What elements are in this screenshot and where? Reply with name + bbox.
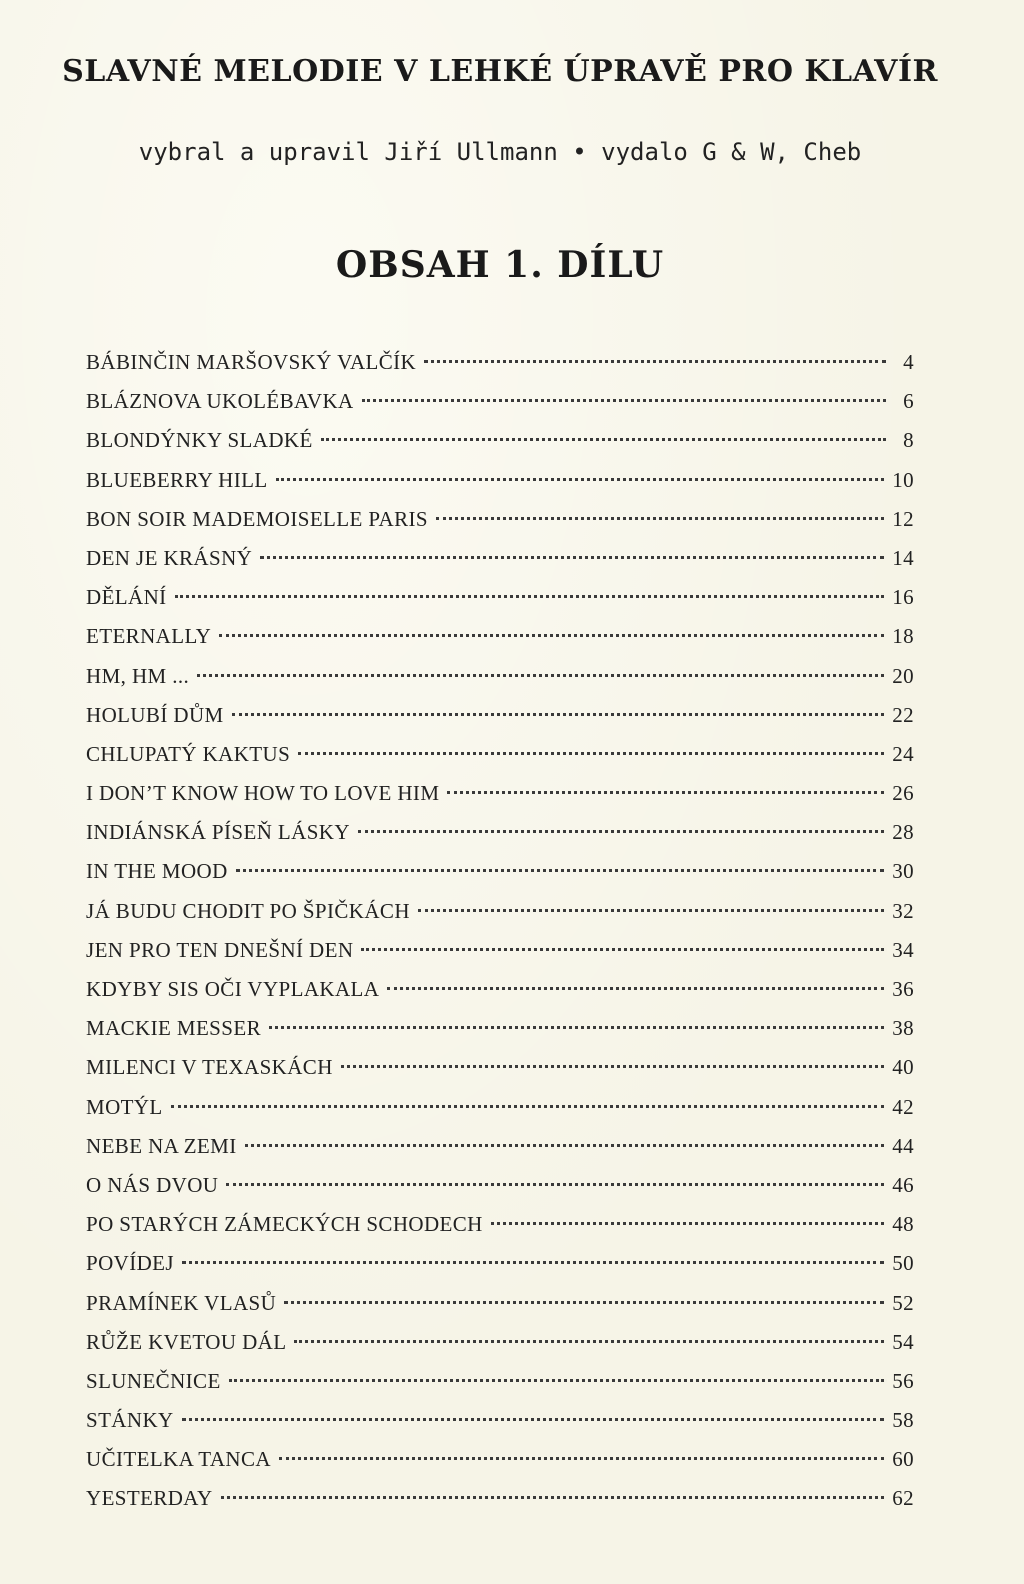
toc-entry-title: MOTÝL xyxy=(86,1094,163,1119)
toc-entry xyxy=(86,977,914,1016)
toc-entry-title: O NÁS DVOU xyxy=(86,1172,219,1197)
toc-entry-page: 10 xyxy=(892,467,914,492)
dot-leader xyxy=(171,1105,885,1108)
dot-leader xyxy=(260,556,884,559)
toc-entry-page: 60 xyxy=(892,1447,914,1472)
toc-entry xyxy=(86,1447,914,1486)
toc-entry-title: MACKIE MESSER xyxy=(86,1016,261,1041)
toc-entry-page: 28 xyxy=(892,820,914,845)
toc-entry-title: CHLUPATÝ KAKTUS xyxy=(86,741,291,766)
dot-leader xyxy=(197,674,884,677)
dot-leader xyxy=(387,987,884,990)
toc-entry-title: ETERNALLY xyxy=(86,624,212,649)
book-title: SLAVNÉ MELODIE V LEHKÉ ÚPRAVĚ PRO KLAVÍR xyxy=(62,54,938,89)
toc-entry-page: 36 xyxy=(892,977,914,1001)
toc-entry-page: 32 xyxy=(892,898,914,923)
toc-entry xyxy=(86,1095,914,1134)
toc-entry-page: 42 xyxy=(892,1094,914,1119)
toc-entry xyxy=(86,899,914,938)
toc-entry xyxy=(86,468,914,507)
dot-leader xyxy=(294,1340,884,1343)
toc-entry-title: HM, HM ... xyxy=(86,663,190,688)
dot-leader xyxy=(491,1222,884,1225)
toc-entry xyxy=(86,1212,914,1251)
toc-entry xyxy=(86,1408,914,1447)
toc-entry-page: 4 xyxy=(903,350,914,374)
toc-entry xyxy=(86,1173,914,1212)
dot-leader xyxy=(269,1026,884,1029)
toc-entry-title: BLONDÝNKY SLADKÉ xyxy=(86,428,313,453)
toc-entry-page: 58 xyxy=(892,1408,914,1433)
toc-entry-page: 30 xyxy=(892,859,914,884)
dot-leader xyxy=(447,791,884,794)
toc-entry xyxy=(86,1134,914,1173)
toc-entry-title: PRAMÍNEK VLASŮ xyxy=(86,1290,277,1315)
dot-leader xyxy=(361,948,884,951)
toc-entry-title: STÁNKY xyxy=(86,1408,174,1433)
toc-entry-page: 40 xyxy=(892,1055,914,1080)
toc-entry xyxy=(86,1486,914,1525)
dot-leader xyxy=(175,595,885,598)
toc-entry-title: KDYBY SIS OČI VYPLAKALA xyxy=(86,977,380,1001)
dot-leader xyxy=(232,713,885,716)
dot-leader xyxy=(341,1065,884,1068)
toc-entry-page: 34 xyxy=(892,937,914,962)
toc-entry-title: I DON’T KNOW HOW TO LOVE HIM xyxy=(86,781,440,806)
toc-entry xyxy=(86,703,914,742)
toc-entry-page: 8 xyxy=(903,428,914,453)
dot-leader xyxy=(418,909,884,912)
dot-leader xyxy=(229,1379,885,1382)
dot-leader xyxy=(182,1418,885,1421)
toc-entry-title: BLÁZNOVA UKOLÉBAVKA xyxy=(86,389,354,414)
toc-entry-page: 26 xyxy=(892,781,914,806)
toc-entry-title: NEBE NA ZEMI xyxy=(86,1133,237,1158)
toc-entry-title: DĚLÁNÍ xyxy=(86,585,167,610)
toc-entry-page: 50 xyxy=(892,1251,914,1276)
dot-leader xyxy=(362,399,886,402)
toc-entry-page: 6 xyxy=(903,389,914,414)
toc-entry-page: 48 xyxy=(892,1212,914,1237)
toc-entry-title: DEN JE KRÁSNÝ xyxy=(86,545,253,570)
toc-entry-page: 52 xyxy=(892,1290,914,1315)
toc-entry xyxy=(86,1016,914,1055)
toc-entry-title: BÁBINČIN MARŠOVSKÝ VALČÍK xyxy=(86,350,417,374)
dot-leader xyxy=(279,1457,884,1460)
toc-entry-title: BON SOIR MADEMOISELLE PARIS xyxy=(86,506,428,531)
dot-leader xyxy=(298,752,884,755)
toc-entry-title: YESTERDAY xyxy=(86,1486,213,1511)
toc-entry xyxy=(86,1330,914,1369)
toc-entry xyxy=(86,585,914,624)
toc-entry-page: 54 xyxy=(892,1329,914,1354)
toc-entry xyxy=(86,664,914,703)
dot-leader xyxy=(221,1496,885,1499)
toc-entry xyxy=(86,350,914,389)
toc-entry-title: SLUNEČNICE xyxy=(86,1368,221,1393)
toc-entry xyxy=(86,1055,914,1094)
dot-leader xyxy=(245,1144,885,1147)
toc-entry xyxy=(86,859,914,898)
toc-entry xyxy=(86,389,914,428)
dot-leader xyxy=(436,517,884,520)
subtitle-credits: vybral a upravil Jiří Ullmann • vydalo G & W, Cheb xyxy=(138,138,862,166)
toc-entry-title: IN THE MOOD xyxy=(86,859,228,884)
toc-entry-title: PO STARÝCH ZÁMECKÝCH SCHODECH xyxy=(86,1212,483,1237)
toc-entry-page: 22 xyxy=(892,702,914,727)
toc-entry xyxy=(86,742,914,781)
toc-entry-page: 20 xyxy=(892,663,914,688)
dot-leader xyxy=(226,1183,884,1186)
toc-entry-title: BLUEBERRY HILL xyxy=(86,467,268,492)
toc-entry-page: 16 xyxy=(892,585,914,610)
toc-entry-page: 44 xyxy=(892,1133,914,1158)
toc-entry xyxy=(86,781,914,820)
dot-leader xyxy=(321,438,886,441)
dot-leader xyxy=(276,478,885,481)
toc-entry xyxy=(86,820,914,859)
dot-leader xyxy=(236,869,885,872)
toc-entry xyxy=(86,428,914,467)
toc-entry-title: RŮŽE KVETOU DÁL xyxy=(86,1329,287,1354)
toc-entry-page: 62 xyxy=(892,1486,914,1511)
toc-entry xyxy=(86,546,914,585)
toc-entry xyxy=(86,1251,914,1290)
toc-entry-page: 46 xyxy=(892,1172,914,1197)
dot-leader xyxy=(284,1301,884,1304)
toc-entry xyxy=(86,507,914,546)
dot-leader xyxy=(424,360,886,363)
toc-entry-title: JEN PRO TEN DNEŠNÍ DEN xyxy=(86,937,354,962)
toc-entry xyxy=(86,624,914,663)
toc-entry-page: 12 xyxy=(892,506,914,531)
toc-entry-page: 14 xyxy=(892,545,914,570)
toc-entry-page: 38 xyxy=(892,1016,914,1041)
toc-entry-title: HOLUBÍ DŮM xyxy=(86,702,224,727)
contents-heading: OBSAH 1. DÍLU xyxy=(335,244,665,286)
table-of-contents xyxy=(86,350,914,1526)
toc-entry-page: 24 xyxy=(892,741,914,766)
toc-entry-title: JÁ BUDU CHODIT PO ŠPIČKÁCH xyxy=(86,898,410,923)
toc-entry xyxy=(86,1369,914,1408)
dot-leader xyxy=(182,1261,884,1264)
toc-entry xyxy=(86,938,914,977)
dot-leader xyxy=(219,634,884,637)
toc-entry-title: INDIÁNSKÁ PÍSEŇ LÁSKY xyxy=(86,820,350,845)
toc-entry-title: MILENCI V TEXASKÁCH xyxy=(86,1055,333,1080)
toc-entry xyxy=(86,1291,914,1330)
toc-entry-page: 18 xyxy=(892,624,914,649)
toc-entry-title: POVÍDEJ xyxy=(86,1251,174,1276)
toc-entry-title: UČITELKA TANCA xyxy=(86,1447,271,1472)
dot-leader xyxy=(358,830,884,833)
toc-entry-page: 56 xyxy=(892,1368,914,1393)
